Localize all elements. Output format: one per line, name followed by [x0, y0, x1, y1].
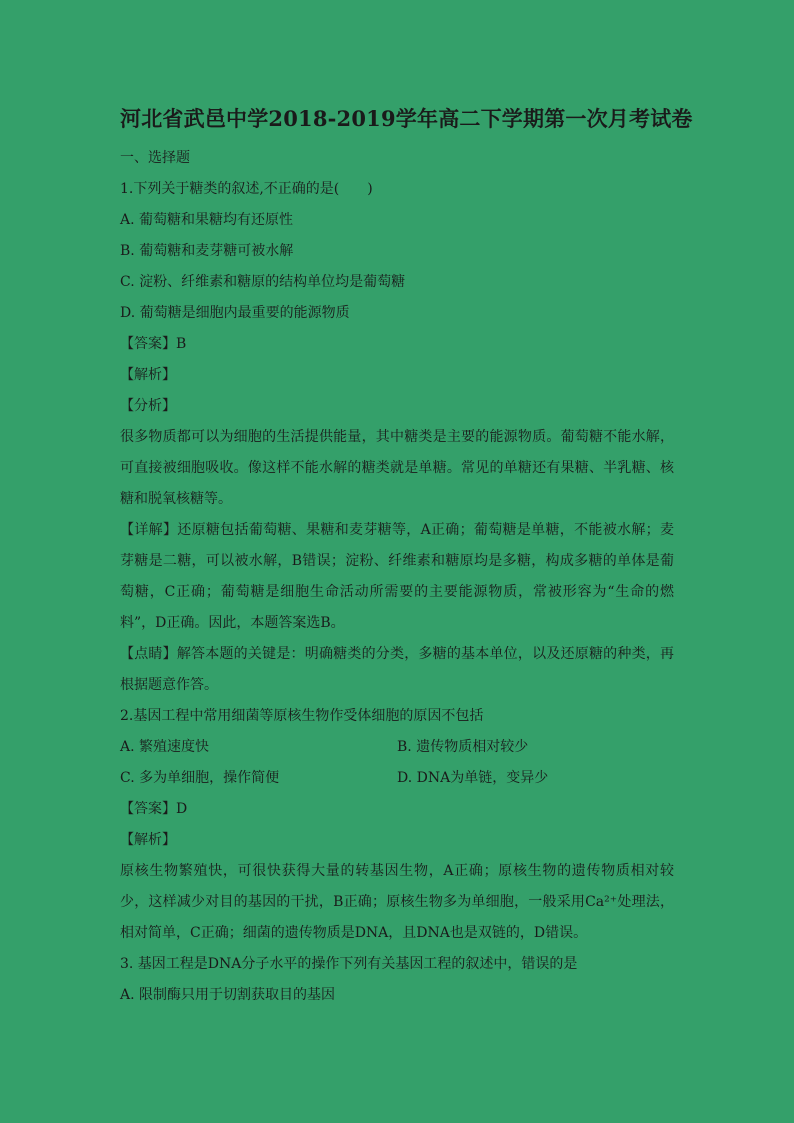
question-1-option-c: C. 淀粉、纤维素和糖原的结构单位均是葡萄糖 [120, 274, 406, 290]
question-2-options-row-1 [120, 732, 674, 763]
question-1-option-b: B. 葡萄糖和麦芽糖可被水解 [120, 243, 294, 259]
question-1-fenxi-text: 很多物质都可以为细胞的生活提供能量，其中糖类是主要的能源物质。葡萄糖不能水解，可直接被细胞吸收。像这样不能水解的糖类就是单糖。常见的单糖还有果糖、半乳糖、核糖和脱氧核糖等。 [120, 429, 674, 507]
question-2-analysis-text: 原核生物繁殖快，可很快获得大量的转基因生物，A正确；原核生物的遗传物质相对较少，这样减少对目的基因的干扰，B正确；原核生物多为单细胞，一般采用Ca²⁺处理法，相对简单，C正确；细菌的遗传物质是DNA，且DNA也是双链的，D错误。 [120, 863, 674, 941]
question-1-option-a: A. 葡萄糖和果糖均有还原性 [120, 212, 294, 228]
question-2-options-row-2 [120, 763, 674, 794]
question-1-stem: 1.下列关于糖类的叙述,不正确的是( ) [120, 181, 373, 197]
question-2-option-d: D. DNA为单链，变异少 [397, 770, 549, 786]
question-3-stem: 3. 基因工程是DNA分子水平的操作下列有关基因工程的叙述中，错误的是 [120, 956, 578, 972]
section-heading: 一、选择题 [120, 150, 190, 166]
document-title: 河北省武邑中学2018-2019学年高二下学期第一次月考试卷 [120, 106, 693, 131]
question-1-analysis-label: 【解析】 [120, 367, 176, 383]
question-1-detail: 【详解】还原糖包括葡萄糖、果糖和麦芽糖等，A正确；葡萄糖是单糖，不能被水解；麦芽糖是二糖，可以被水解，B错误；淀粉、纤维素和糖原均是多糖，构成多糖的单体是葡萄糖，C正确；葡萄糖是细胞生命活动所需要的主要能源物质，常被形容为“生命的燃料”，D正确。因此，本题答案选B。 [120, 522, 674, 631]
question-2-option-a: A. 繁殖速度快 [120, 739, 210, 755]
question-1-fenxi-label: 【分析】 [120, 398, 176, 414]
question-2-answer: 【答案】D [120, 801, 188, 817]
question-2-analysis-label: 【解析】 [120, 832, 176, 848]
question-2-stem: 2.基因工程中常用细菌等原核生物作受体细胞的原因不包括 [120, 708, 484, 724]
question-1-answer: 【答案】B [120, 336, 187, 352]
question-3-option-a: A. 限制酶只用于切割获取目的基因 [120, 987, 336, 1003]
question-2-option-b: B. 遗传物质相对较少 [397, 739, 529, 755]
question-1-option-d: D. 葡萄糖是细胞内最重要的能源物质 [120, 305, 350, 321]
question-2-option-c: C. 多为单细胞，操作简便 [120, 770, 280, 786]
question-1-comment: 【点睛】解答本题的关键是：明确糖类的分类，多糖的基本单位，以及还原糖的种类，再根据题意作答。 [120, 646, 674, 693]
